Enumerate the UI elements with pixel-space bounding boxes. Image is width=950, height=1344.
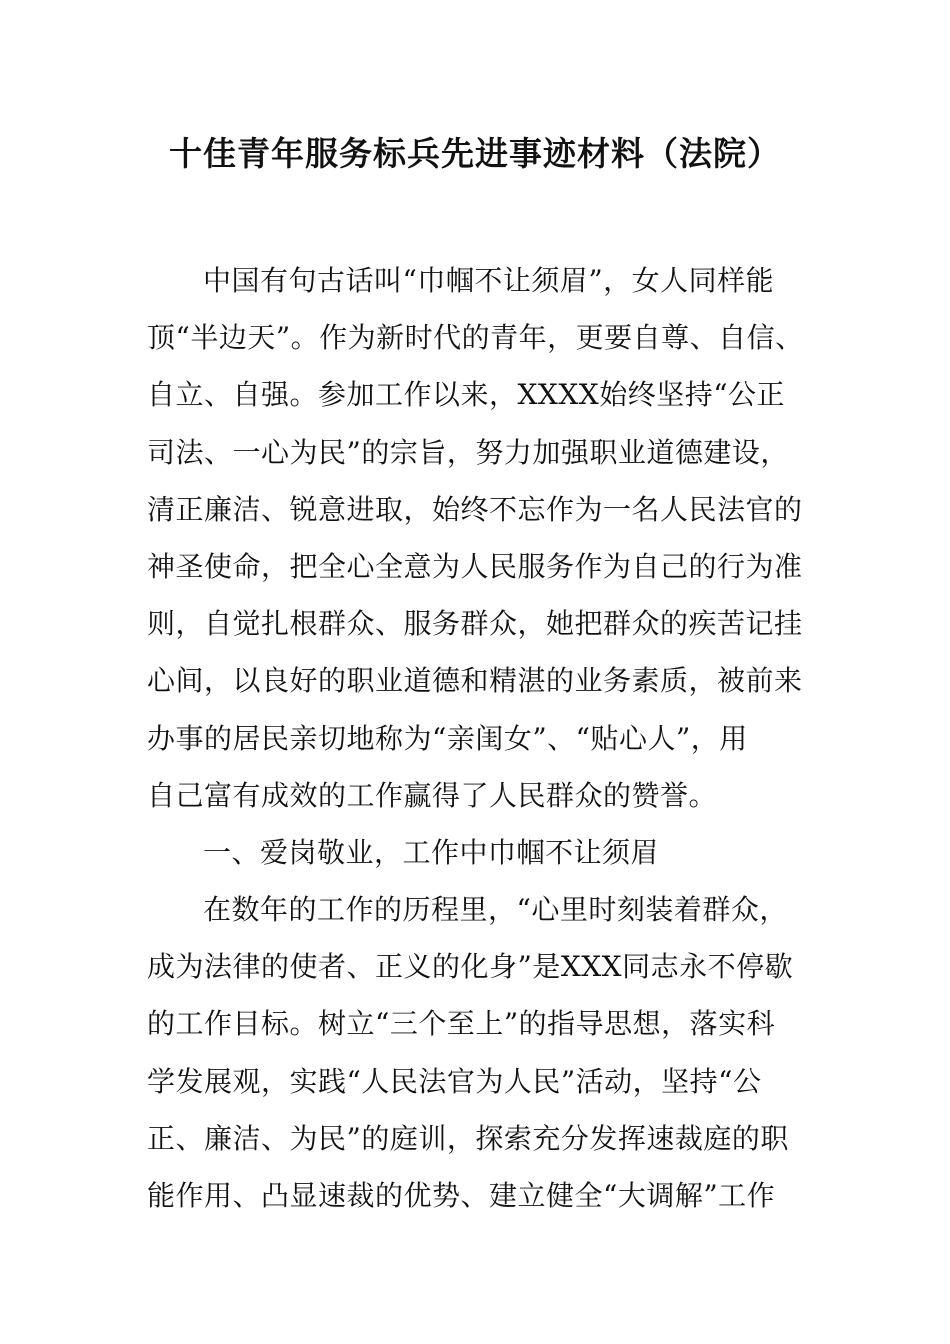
paragraph-line: 在数年的工作的历程里，“心里时刻装着群众， [203, 893, 788, 927]
paragraph-line: 顶“半边天”。作为新时代的青年，更要自尊、自信、 [147, 321, 804, 355]
paragraph-line: 自己富有成效的工作赢得了人民群众的赞誉。 [147, 778, 718, 812]
paragraph-line: 正、廉洁、为民”的庭训，探索充分发挥速裁庭的职 [147, 1121, 789, 1155]
document-body [147, 252, 847, 1224]
paragraph-line: 司法、一心为民”的宗旨，努力加强职业道德建设， [147, 435, 789, 469]
paragraph-line: 心间，以良好的职业道德和精湛的业务素质，被前来 [147, 664, 803, 698]
paragraph-line: 成为法律的使者、正义的化身”是XXX同志永不停歇 [147, 950, 794, 984]
section-heading: 一、爱岗敬业，工作中巾帼不让须眉 [203, 835, 660, 869]
paragraph-line: 办事的居民亲切地称为“亲闺女”、“贴心人”，用 [147, 721, 748, 755]
paragraph-line: 的工作目标。树立“三个至上”的指导思想，落实科 [147, 1007, 776, 1041]
paragraph-line: 清正廉洁、锐意进取，始终不忘作为一名人民法官的 [147, 492, 803, 526]
paragraph-line: 中国有句古话叫“巾帼不让须眉”，女人同样能 [203, 264, 775, 297]
document-title: 十佳青年服务标兵先进事迹材料（法院） [169, 134, 781, 173]
paragraph-line: 能作用、凸显速裁的优势、建立健全“大调解”工作 [147, 1179, 776, 1212]
paragraph-line: 自立、自强。参加工作以来，XXXX始终坚持“公正 [147, 378, 786, 412]
paragraph-line: 学发展观，实践“人民法官为人民”活动，坚持“公 [147, 1064, 762, 1098]
paragraph-line: 神圣使命，把全心全意为人民服务作为自己的行为准 [147, 549, 803, 583]
paragraph-line: 则，自觉扎根群众、服务群众，她把群众的疾苦记挂 [147, 607, 803, 641]
